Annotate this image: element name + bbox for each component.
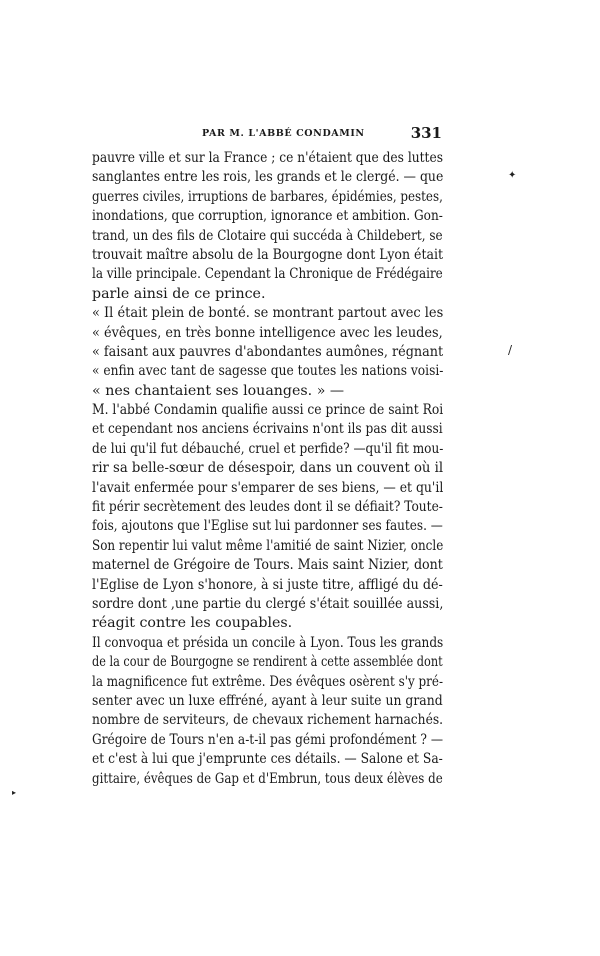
text-line: sordre dont ,une partie du clergé s'était souillée aussi, <box>92 595 444 612</box>
text-line: Il convoqua et présida un concile à Lyon. Tous les grands <box>92 634 444 651</box>
margin-mark: ✦ <box>508 170 517 181</box>
text-line: réagit contre les coupables. <box>92 615 293 632</box>
text-line: trand, un des fils de Clotaire qui succéda à Childebert, se <box>92 227 443 244</box>
page-header <box>92 124 442 146</box>
text-line: l'Eglise de Lyon s'honore, à si juste titre, affligé du dé- <box>92 576 443 593</box>
text-line: senter avec un luxe effréné, ayant à leur suite un grand <box>92 692 443 709</box>
text-line: M. l'abbé Condamin qualifie aussi ce prince de saint Roi <box>92 402 444 419</box>
text-line: sanglantes entre les rois, les grands et le clergé. — que <box>92 169 444 186</box>
page-number: 331 <box>410 124 442 142</box>
text-line: maternel de Grégoire de Tours. Mais saint Nizier, dont <box>92 557 443 574</box>
text-line: parle ainsi de ce prince. <box>92 285 266 302</box>
text-line: la ville principale. Cependant la Chronique de Frédégaire <box>92 266 443 283</box>
text-line: fit périr secrètement des leudes dont il se défiait? Toute- <box>92 499 443 516</box>
text-line: guerres civiles, irruptions de barbares, épidémies, pestes, <box>92 188 443 205</box>
margin-mark: ▸ <box>12 788 17 797</box>
text-line: fois, ajoutons que l'Eglise sut lui pardonner ses fautes. — <box>92 518 443 535</box>
text-line: et c'est à lui que j'emprunte ces détails. — Salone et Sa- <box>92 751 443 768</box>
text-line: et cependant nos anciens écrivains n'ont ils pas dit aussi <box>92 421 443 438</box>
text-line: « Il était plein de bonté. se montrant partout avec les <box>92 305 444 322</box>
text-line: « évêques, en très bonne intelligence avec les leudes, <box>92 324 443 341</box>
text-line: « faisant aux pauvres d'abondantes aumônes, régnant <box>92 343 444 360</box>
body-text <box>92 149 443 789</box>
text-line: Grégoire de Tours n'en a-t-il pas gémi profondément ? — <box>92 731 444 748</box>
text-line: rir sa belle-sœur de désespoir, dans un couvent où il <box>92 460 444 477</box>
text-line: pauvre ville et sur la France ; ce n'étaient que des luttes <box>92 150 443 166</box>
text-line: la magnificence fut extrême. Des évêques osèrent s'y pré- <box>92 673 443 690</box>
margin-mark: / <box>508 343 513 357</box>
text-line: gittaire, évêques de Gap et d'Embrun, tous deux élèves de <box>92 770 443 787</box>
text-line: trouvait maître absolu de la Bourgogne dont Lyon était <box>92 246 444 263</box>
text-line: Son repentir lui valut même l'amitié de saint Nizier, oncle <box>92 537 444 554</box>
text-line: l'avait enfermée pour s'emparer de ses biens, — et qu'il <box>92 479 444 496</box>
running-title: PAR M. L'ABBÉ CONDAMIN <box>202 128 365 139</box>
text-line: inondations, que corruption, ignorance et ambition. Gon- <box>92 208 443 225</box>
text-line: nombre de serviteurs, de chevaux richement harnachés. <box>92 712 444 729</box>
text-line: de la cour de Bourgogne se rendirent à cette assemblée dont <box>92 654 443 671</box>
text-line: « nes chantaient ses louanges. » — <box>92 382 345 399</box>
text-line: de lui qu'il fut débauché, cruel et perfide? —qu'il fit mou- <box>92 440 444 457</box>
text-line: « enfin avec tant de sagesse que toutes les nations voisi- <box>92 363 444 380</box>
